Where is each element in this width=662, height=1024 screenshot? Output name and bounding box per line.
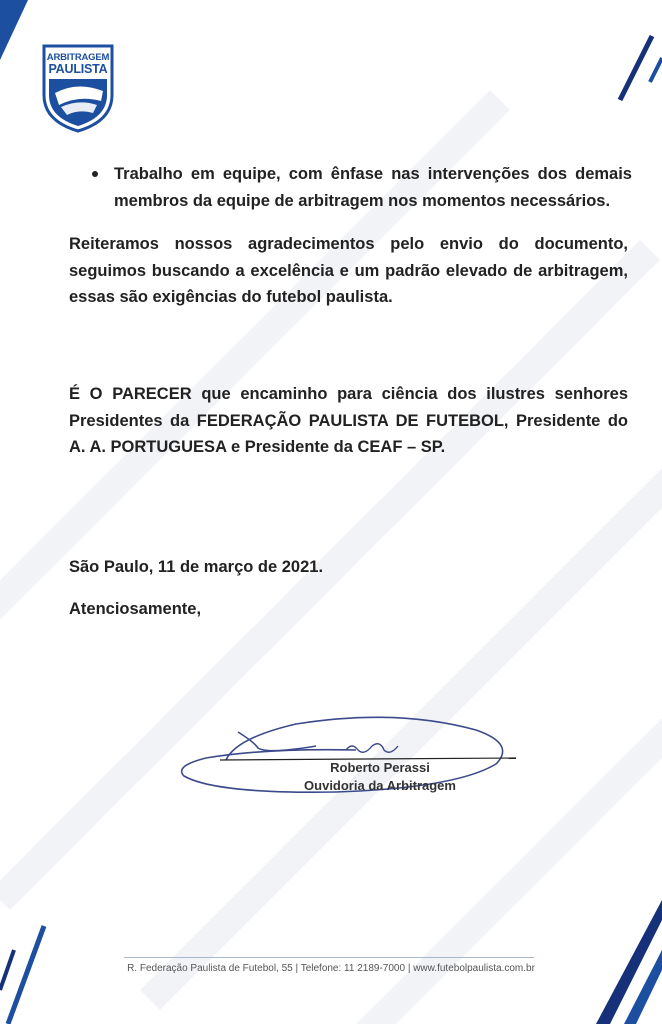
date-line: São Paulo, 11 de março de 2021. (69, 558, 324, 576)
paragraph-acknowledgement: Reiteramos nossos agradecimentos pelo envio do documento, seguimos buscando a excelência e um padrão elevado de arbitragem, essas são exigências do futebol paulista. (69, 235, 628, 306)
footer-divider (124, 957, 534, 958)
arbitragem-paulista-logo (41, 43, 115, 133)
corner-stripe-bottom-right (590, 890, 662, 1024)
logo-text-top: ARBITRAGEM (46, 52, 110, 63)
signatory-name: Roberto Perassi (330, 760, 430, 775)
signatory-role: Ouvidoria da Arbitragem (304, 778, 456, 793)
bullet-text: Trabalho em equipe, com ênfase nas intervenções dos demais membros da equipe de arbitragem nos momentos necessários. (114, 165, 632, 210)
logo-text-bottom: PAULISTA (48, 62, 108, 76)
corner-stripe-top-right (612, 28, 662, 108)
paragraph-opinion: É O PARECER que encaminho para ciência dos ilustres senhores Presidentes da FEDERAÇÃO PAULISTA DE FUTEBOL, Presidente do A. A. PORTUGUESA e Presidente da CEAF – SP. (69, 385, 628, 456)
corner-stripe-bottom-left (0, 920, 60, 1024)
bullet-dot (92, 171, 98, 177)
footer-address: R. Federação Paulista de Futebol, 55 | Telefone: 11 2189-7000 | www.futebolpaulista.com.br (127, 963, 535, 974)
closing-line: Atenciosamente, (69, 600, 202, 618)
